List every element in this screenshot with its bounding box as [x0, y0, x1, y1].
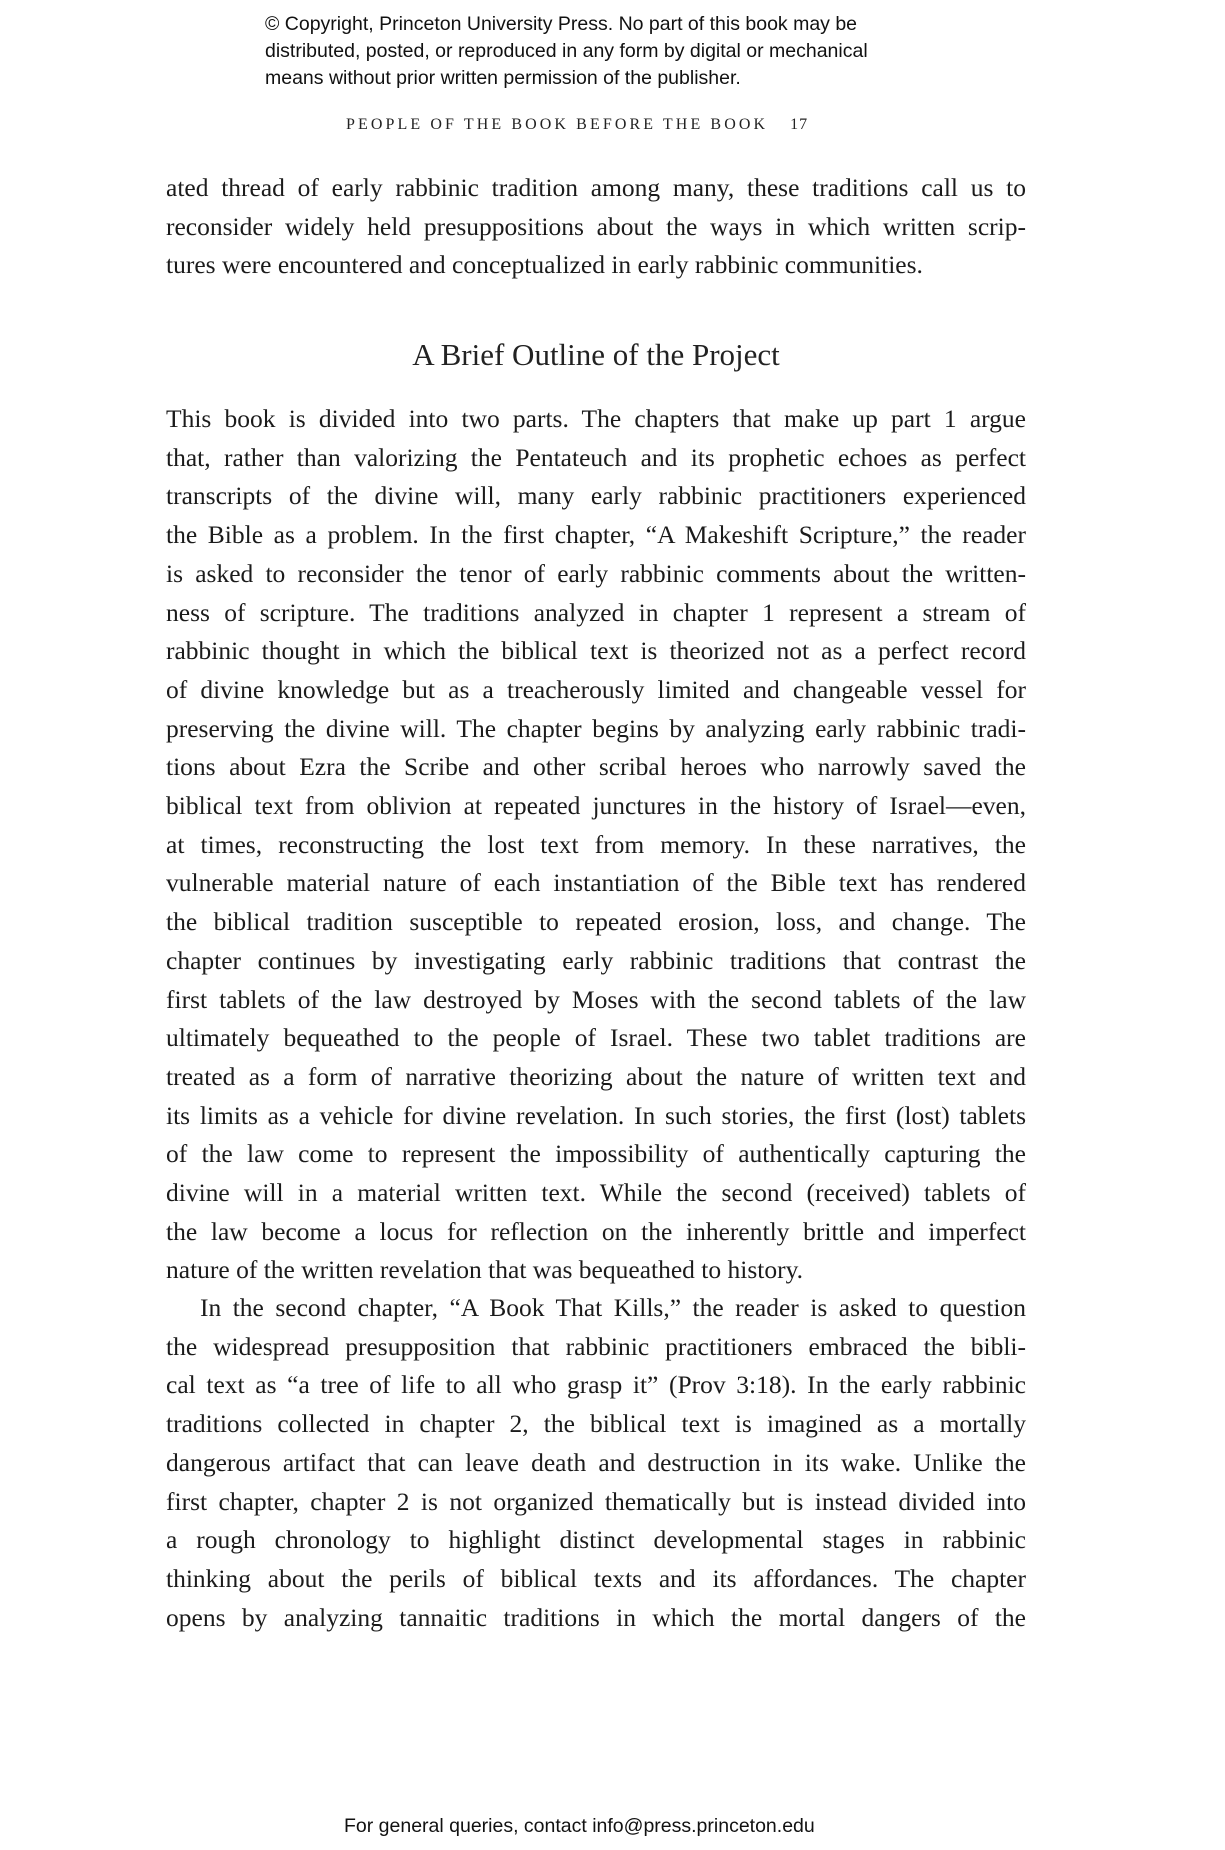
text-line: preserving the divine will. The chapter begins by analyzing early rabbinic tradi- — [166, 713, 1026, 743]
text-line: thinking about the perils of biblical texts and its affordances. The chapter — [166, 1563, 1026, 1593]
intro-paragraph — [166, 169, 1026, 285]
copyright-line: distributed, posted, or reproduced in any form by digital or mechanical — [265, 40, 868, 62]
paragraph-part-two — [166, 1289, 1026, 1637]
page-number: 17 — [790, 116, 809, 133]
text-line: transcripts of the divine will, many early rabbinic practitioners experienced — [166, 481, 1026, 511]
text-line: tions about Ezra the Scribe and other scribal heroes who narrowly saved the — [166, 752, 1026, 782]
text-line: nature of the written revelation that was bequeathed to history. — [166, 1255, 804, 1285]
text-line: chapter continues by investigating early rabbinic traditions that contrast the — [166, 945, 1026, 975]
text-line: its limits as a vehicle for divine revelation. In such stories, the first (lost) tablets — [166, 1100, 1026, 1130]
text-line: the widespread presupposition that rabbinic practitioners embraced the bibli- — [166, 1331, 1026, 1361]
text-line: traditions collected in chapter 2, the biblical text is imagined as a mortally — [166, 1409, 1026, 1439]
text-line: of the law come to represent the impossibility of authentically capturing the — [166, 1139, 1026, 1169]
text-line: This book is divided into two parts. The chapters that make up part 1 argue — [166, 404, 1026, 433]
text-line: tures were encountered and conceptualized in early rabbinic communities. — [166, 250, 923, 280]
running-head — [346, 116, 906, 134]
text-line: a rough chronology to highlight distinct developmental stages in rabbinic — [166, 1525, 1026, 1555]
text-line: the Bible as a problem. In the first chapter, “A Makeshift Scripture,” the reader — [166, 520, 1026, 550]
text-line: is asked to reconsider the tenor of early rabbinic comments about the written- — [166, 558, 1026, 588]
text-line: ultimately bequeathed to the people of Israel. These two tablet traditions are — [166, 1023, 1026, 1053]
text-line: ness of scripture. The traditions analyzed in chapter 1 represent a stream of — [166, 597, 1026, 627]
text-line: biblical text from oblivion at repeated junctures in the history of Israel—even, — [166, 791, 1026, 821]
text-line: of divine knowledge but as a treacherously limited and changeable vessel for — [166, 674, 1026, 704]
text-line: the law become a locus for reflection on the inherently brittle and imperfect — [166, 1216, 1026, 1246]
section-heading: A Brief Outline of the Project — [412, 337, 780, 372]
text-line: cal text as “a tree of life to all who grasp it” (Prov 3:18). In the early rabbinic — [166, 1370, 1026, 1400]
text-line: dangerous artifact that can leave death and destruction in its wake. Unlike the — [166, 1447, 1026, 1477]
paragraph-part-one — [166, 400, 1026, 1290]
copyright-line: © Copyright, Princeton University Press. No part of this book may be — [265, 13, 858, 35]
text-line: reconsider widely held presuppositions about the ways in which written scrip- — [166, 211, 1026, 241]
copyright-notice — [265, 11, 1025, 92]
text-line: first chapter, chapter 2 is not organized thematically but is instead divided into — [166, 1486, 1026, 1516]
text-line: first tablets of the law destroyed by Moses with the second tablets of the law — [166, 984, 1026, 1014]
text-line: opens by analyzing tannaitic traditions in which the mortal dangers of the — [166, 1602, 1026, 1632]
text-line: ated thread of early rabbinic tradition among many, these traditions call us to — [166, 173, 1026, 202]
running-head-title: PEOPLE OF THE BOOK BEFORE THE BOOK — [346, 116, 769, 133]
text-line: treated as a form of narrative theorizing about the nature of written text and — [166, 1061, 1026, 1091]
text-line: that, rather than valorizing the Pentateuch and its prophetic echoes as perfect — [166, 442, 1026, 472]
text-line: at times, reconstructing the lost text from memory. In these narratives, the — [166, 829, 1026, 859]
text-line: the biblical tradition susceptible to repeated erosion, loss, and change. The — [166, 907, 1026, 937]
text-line: rabbinic thought in which the biblical text is theorized not as a perfect record — [166, 636, 1026, 666]
text-line: In the second chapter, “A Book That Kills,” the reader is asked to question — [200, 1293, 1026, 1322]
footer-contact: For general queries, contact info@press.princeton.edu — [344, 1815, 815, 1837]
text-line: divine will in a material written text. While the second (received) tablets of — [166, 1178, 1026, 1208]
text-line: vulnerable material nature of each instantiation of the Bible text has rendered — [166, 868, 1026, 898]
copyright-line: means without prior written permission of the publisher. — [265, 67, 741, 89]
